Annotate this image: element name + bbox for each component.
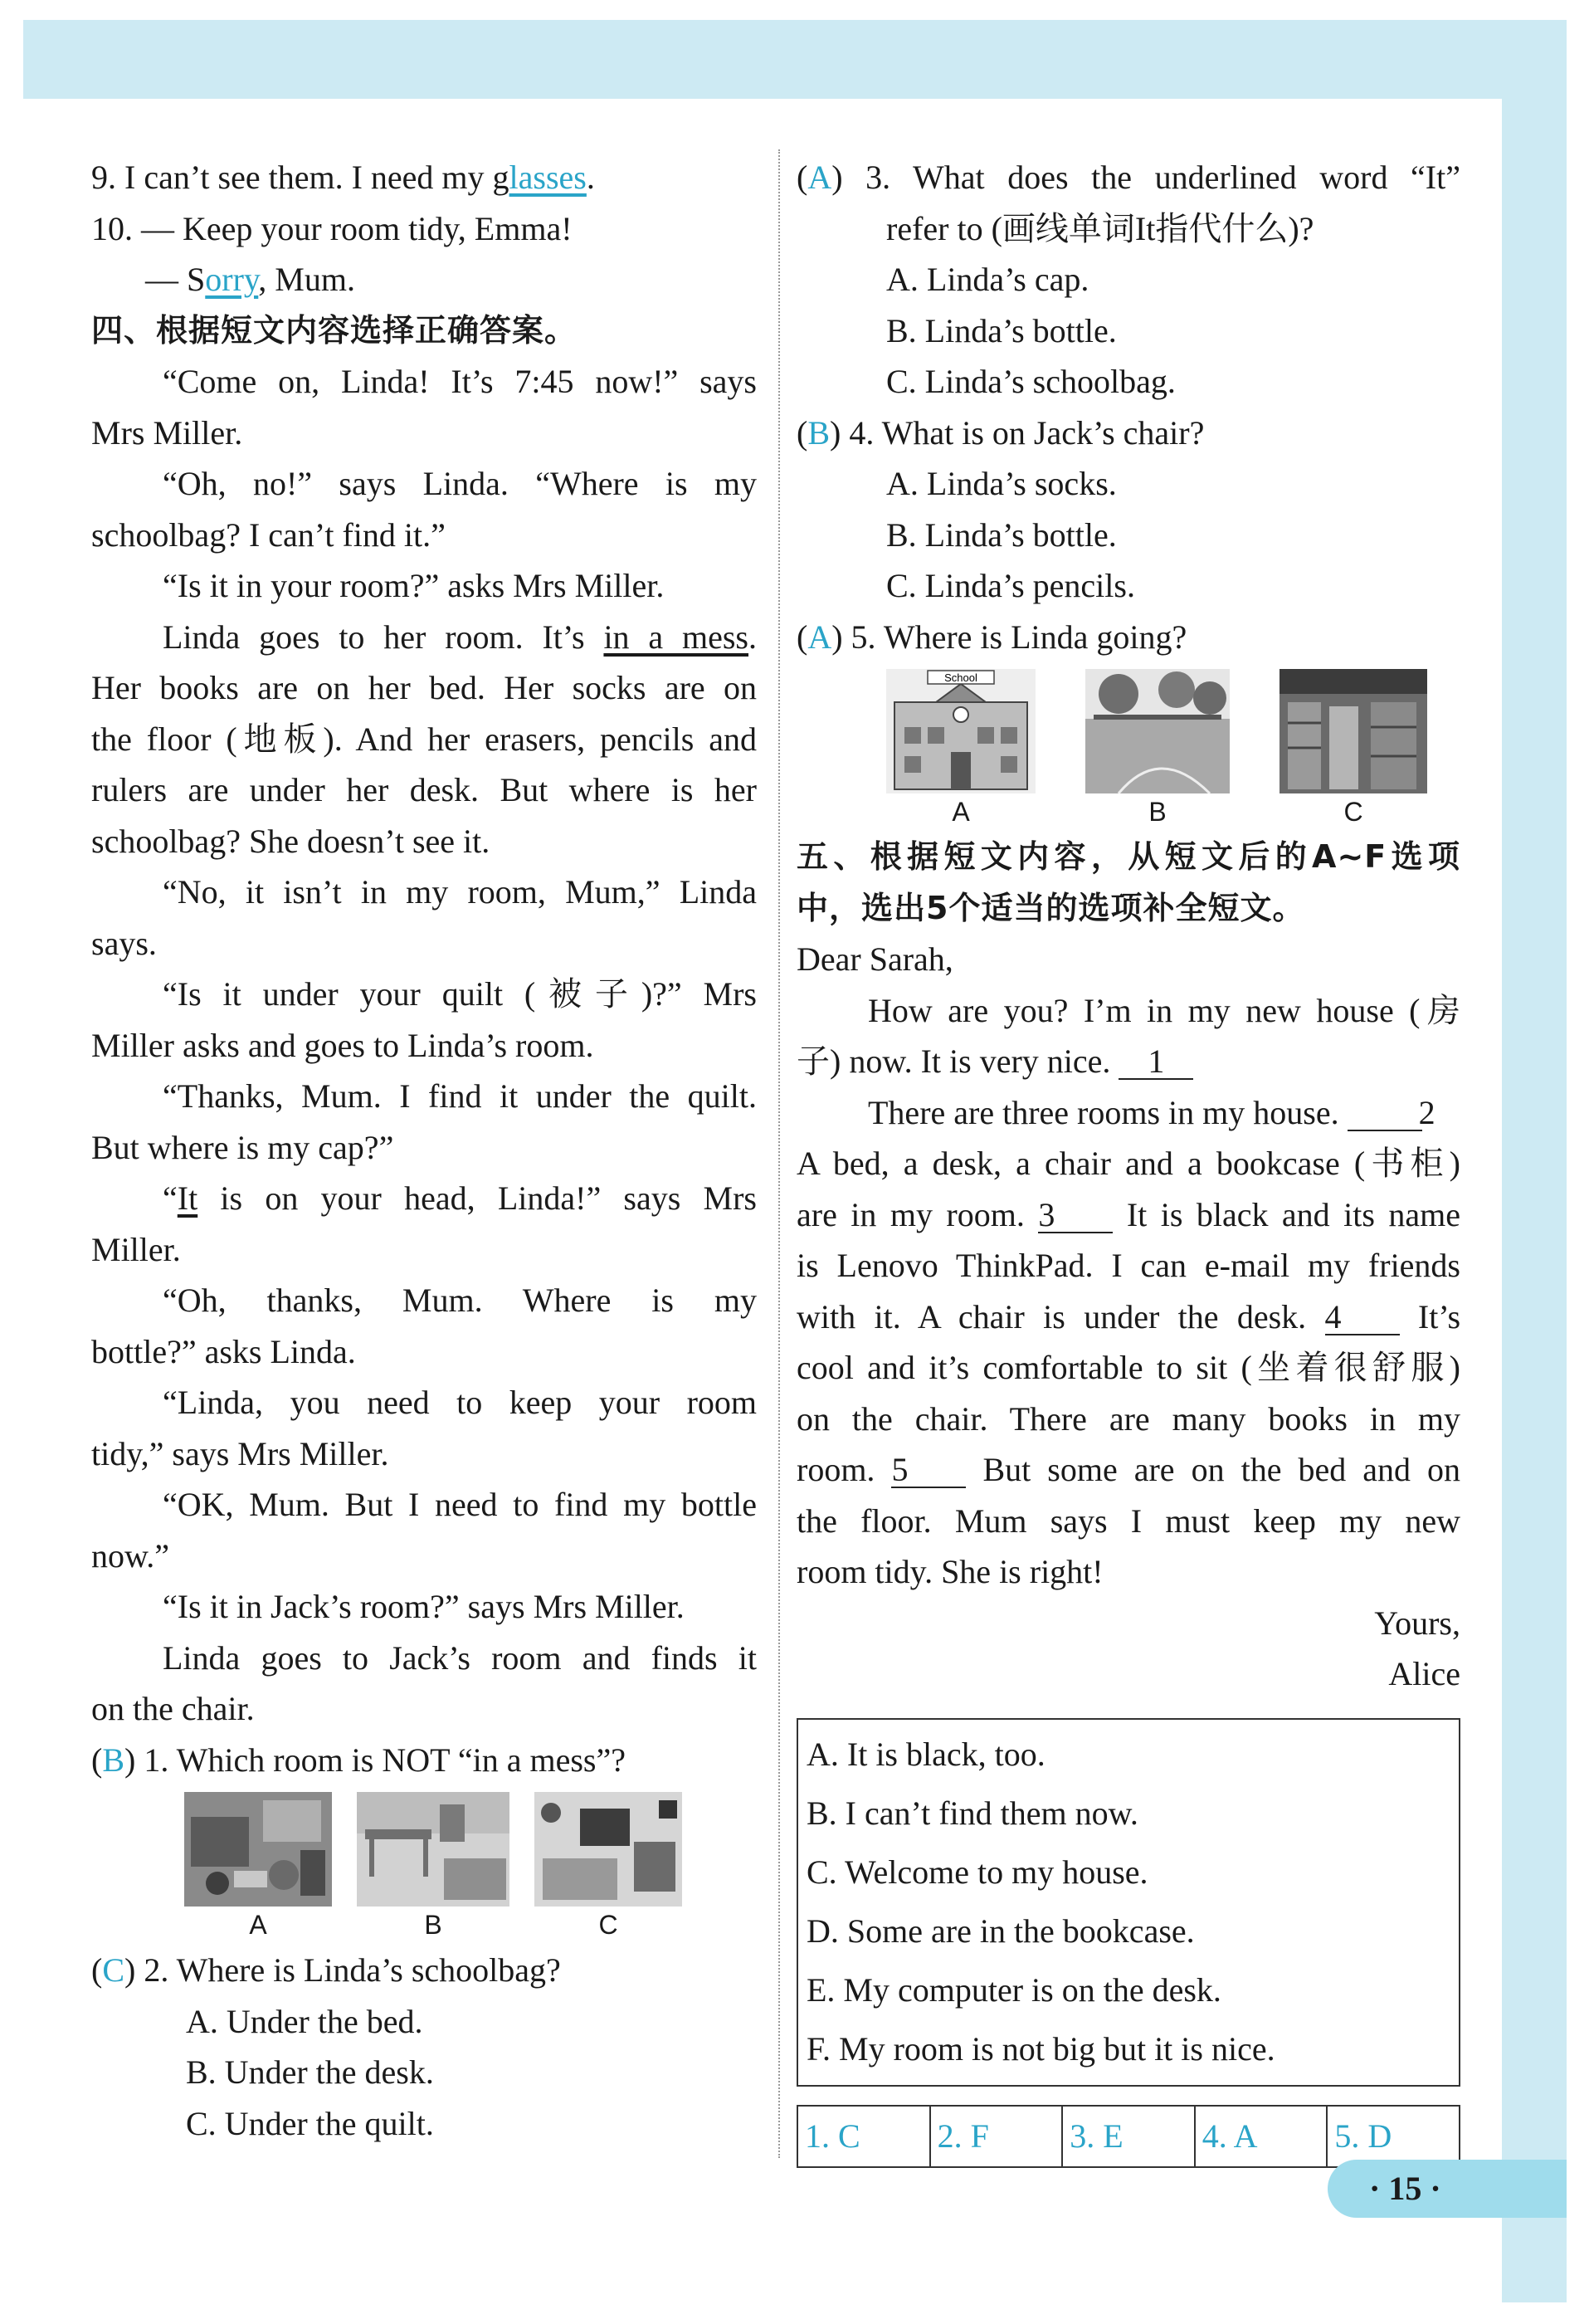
playground-image [1085, 669, 1230, 793]
q1-option-c [534, 1792, 682, 1943]
school-sign: School [944, 671, 977, 684]
q4-option-b: B. Linda’s bottle. [886, 515, 1117, 554]
left-column [91, 152, 757, 2149]
blank-2[interactable]: 2 [1348, 1096, 1422, 1131]
option-d: D. Some are in the bookcase. [807, 1911, 1195, 1950]
passage-line: schoolbag? I can’t find it.” [91, 515, 446, 554]
q5-label-b: B [1148, 797, 1167, 827]
passage-line: “Is it in Jack’s room?” says Mrs Miller. [163, 1588, 685, 1625]
q5-label-c: C [1343, 797, 1363, 827]
section-5-heading-cont: 中，选出5个适当的选项补全短文。 [797, 889, 1305, 926]
q1-option-b [357, 1792, 509, 1943]
letter-closing: Yours, [1374, 1604, 1460, 1642]
options-box [797, 1718, 1460, 2087]
passage-line: Linda goes to her room. It’s in a mess. [163, 618, 757, 656]
supermarket-image [1279, 669, 1427, 793]
passage-line: “Oh, thanks, Mum. Where is my [163, 1282, 757, 1319]
q4-option-c: C. Linda’s pencils. [886, 567, 1135, 604]
q5-image-options [797, 669, 1460, 830]
page-number: · 15 · [1328, 2160, 1567, 2218]
letter-line: room tidy. She is right! [797, 1553, 1104, 1590]
question-10a: 10. — Keep your room tidy, Emma! [91, 209, 573, 247]
passage-line: on the chair. [91, 1690, 255, 1727]
letter-salutation: Dear Sarah, [797, 940, 953, 978]
letter-line: the floor. Mum says I must keep my new [797, 1501, 1460, 1540]
letter-line: are in my room. 3 It is black and its name [797, 1195, 1461, 1233]
passage-line: But where is my cap?” [91, 1128, 394, 1166]
answer-q3: A [807, 159, 832, 196]
letter-line: is Lenovo ThinkPad. I can e-mail my friends [797, 1247, 1460, 1284]
q1-label-a: A [249, 1910, 267, 1940]
answer-q1: B [102, 1741, 125, 1779]
answer-cell-4: 4. A [1196, 2107, 1328, 2166]
column-divider [778, 149, 780, 2158]
school-building-image [886, 669, 1036, 793]
letter-line: 子) now. It is very nice. 1 [797, 1036, 1460, 1087]
blank-4[interactable]: 4 [1325, 1301, 1400, 1335]
question-2: (C) 2. Where is Linda’s schoolbag? [91, 1951, 561, 1989]
blank-1[interactable]: 1 [1119, 1045, 1193, 1080]
passage-line: “Is it under your quilt (被子)?” Mrs [163, 975, 757, 1013]
passage-line: Her books are on her bed. Her socks are on [91, 669, 757, 706]
passage-line: Miller asks and goes to Linda’s room. [91, 1026, 594, 1064]
question-1: (B) 1. Which room is NOT “in a mess”? [91, 1741, 626, 1779]
q5-option-b [1085, 669, 1230, 830]
option-f: F. My room is not big but it is nice. [807, 2029, 1275, 2068]
q3-option-a: A. Linda’s cap. [886, 261, 1089, 298]
q5-option-c [1279, 669, 1427, 830]
answer-table [797, 2105, 1460, 2168]
passage-line: “It is on your head, Linda!” says Mrs [163, 1179, 757, 1217]
passage-line: bottle?” asks Linda. [91, 1332, 356, 1370]
passage-line: Linda goes to Jack’s room and finds it [163, 1638, 757, 1677]
passage-line: “Linda, you need to keep your room [163, 1384, 757, 1421]
passage-line: schoolbag? She doesn’t see it. [91, 822, 490, 860]
q5-option-a [886, 669, 1036, 830]
q5-label-a: A [952, 797, 970, 827]
passage-line: the floor (地板). And her erasers, pencils and [91, 720, 757, 758]
q1-image-options [91, 1792, 757, 1943]
right-column [797, 152, 1460, 2168]
section-4-heading: 四、根据短文内容选择正确答案。 [91, 311, 578, 349]
passage-line: “Is it in your room?” asks Mrs Miller. [163, 567, 665, 604]
q1-label-c: C [598, 1910, 618, 1940]
option-c: C. Welcome to my house. [807, 1853, 1148, 1891]
q2-option-b: B. Under the desk. [186, 2053, 434, 2091]
q1-option-a [184, 1792, 332, 1943]
letter-line: cool and it’s comfortable to sit (坐着很舒服) [797, 1349, 1460, 1386]
letter-line: room. 5 But some are on the bed and on [797, 1451, 1460, 1488]
q3-option-c: C. Linda’s schoolbag. [886, 363, 1176, 400]
blank-3[interactable]: 3 [1038, 1199, 1113, 1233]
q2-option-a: A. Under the bed. [186, 2002, 423, 2040]
messy-room-image [184, 1792, 332, 1907]
blank-5[interactable]: 5 [891, 1453, 966, 1488]
letter-line: There are three rooms in my house. 2 [868, 1093, 1435, 1131]
answer-cell-3: 3. E [1063, 2107, 1196, 2166]
q2-option-c: C. Under the quilt. [186, 2104, 434, 2142]
passage-line: now.” [91, 1536, 170, 1575]
question-3-cont: refer to (画线单词It指代什么)? [886, 209, 1314, 247]
passage-line: rulers are under her desk. But where is her [91, 771, 757, 808]
answer-cell-1: 1. C [798, 2107, 931, 2166]
q3-option-b: B. Linda’s bottle. [886, 311, 1117, 349]
passage-line: “No, it isn’t in my room, Mum,” Linda [163, 873, 757, 911]
answer-q5: A [807, 618, 832, 656]
question-5: (A) 5. Where is Linda going? [797, 618, 1187, 656]
question-10b: — Sorry, Mum. [145, 261, 355, 298]
passage-line: tidy,” says Mrs Miller. [91, 1434, 389, 1472]
question-3: (A) 3. What does the underlined word “It” [797, 159, 1460, 196]
letter-line: on the chair. There are many books in my [797, 1399, 1460, 1438]
passage-line: “OK, Mum. But I need to find my bottle [163, 1486, 757, 1523]
section-5-heading: 五、根据短文内容，从短文后的A~F选项 [797, 838, 1460, 875]
question-9: 9. I can’t see them. I need my glasses. [91, 159, 595, 196]
top-decorative-band [23, 20, 1567, 99]
answer-cell-2: 2. F [931, 2107, 1064, 2166]
answer-cell-5: 5. D [1334, 2116, 1392, 2155]
option-a: A. It is black, too. [807, 1735, 1046, 1773]
letter-line: with it. A chair is under the desk. 4 It’s [797, 1297, 1461, 1335]
q4-option-a: A. Linda’s socks. [886, 465, 1117, 502]
letter-line: How are you? I’m in my new house (房 [868, 991, 1460, 1029]
letter-line: A bed, a desk, a chair and a bookcase (书柜) [797, 1145, 1460, 1182]
answer-q2: C [102, 1951, 125, 1989]
passage-line: “Thanks, Mum. I find it under the quilt. [163, 1077, 757, 1115]
messy-room-image [534, 1792, 682, 1907]
passage-line: Mrs Miller. [91, 413, 243, 452]
option-e: E. My computer is on the desk. [807, 1970, 1221, 2009]
passage-line: Miller. [91, 1230, 181, 1268]
q1-label-b: B [424, 1910, 442, 1940]
question-4: (B) 4. What is on Jack’s chair? [797, 413, 1205, 452]
tidy-room-image [357, 1792, 509, 1907]
passage-line: “Come on, Linda! It’s 7:45 now!” says [163, 363, 757, 400]
option-b: B. I can’t find them now. [807, 1794, 1138, 1832]
passage-line: “Oh, no!” says Linda. “Where is my [163, 465, 757, 502]
passage-line: says. [91, 924, 157, 962]
right-decorative-band [1502, 20, 1567, 2302]
letter-signature: Alice [1388, 1655, 1460, 1692]
answer-q4: B [807, 413, 831, 452]
